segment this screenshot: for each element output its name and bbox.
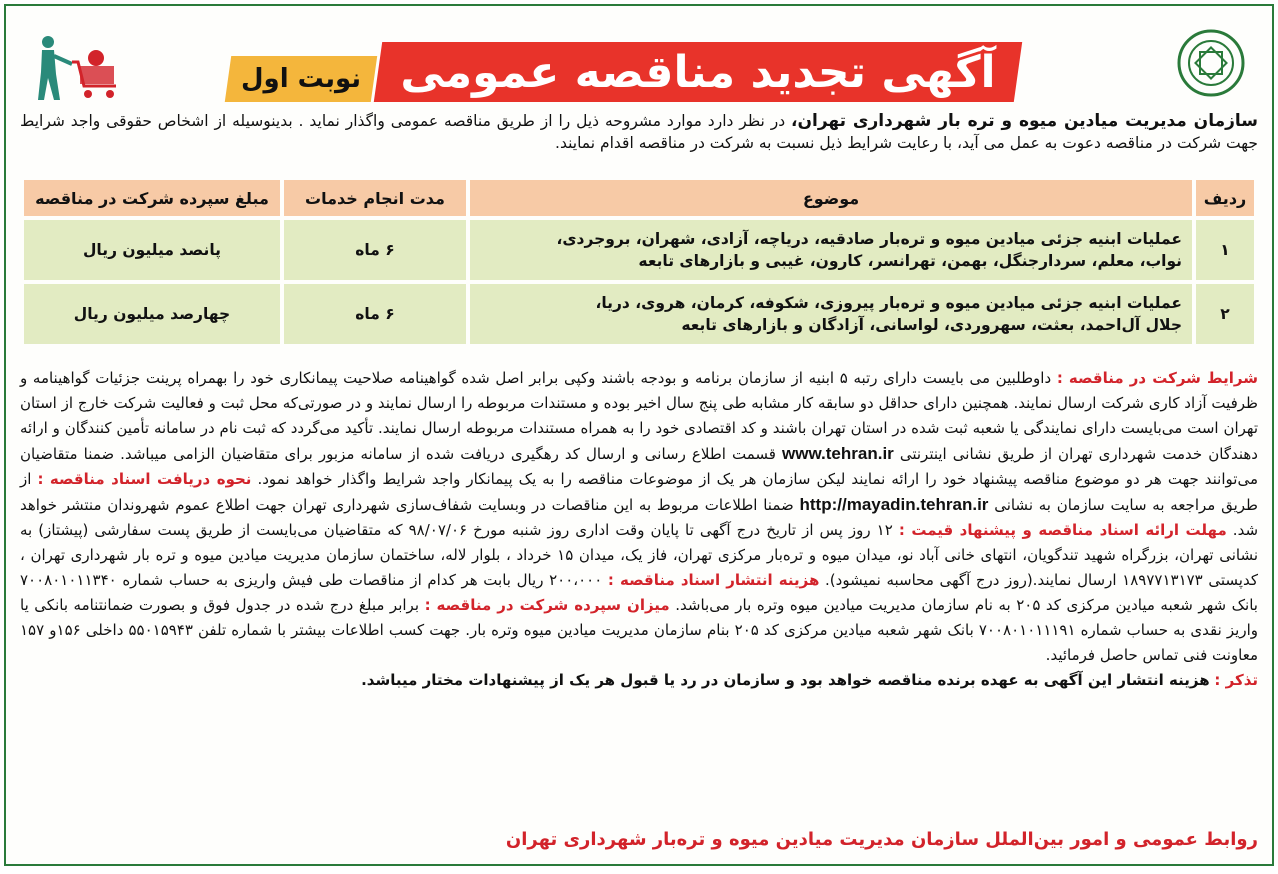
cost-text: ۲۰۰،۰۰۰ ریال بابت هر کدام از مناقصات طی فیش واریزی به حساب شماره ۷۰۰۸۰۱۰۱۱۳۴۰ بانک شهر شعبه میادین مرکزی کد ۲۰۵ به نام سازمان مدیریت میادین میوه وتره بار می‌باشد. [20, 571, 1258, 614]
round-label: نوبت اول [240, 64, 362, 94]
tehran-municipality-logo-icon [1176, 28, 1246, 98]
row-duration: ۶ ماه [284, 220, 466, 280]
deadline-heading: مهلت ارائه اسناد مناقصه و پیشنهاد قیمت : [898, 521, 1227, 539]
row-subject [470, 284, 1192, 344]
note-heading: تذکر : [1214, 671, 1258, 689]
conditions-text-2: قسمت اطلاع رسانی و ارسال کد رهگیری دریافت شده از سامانه مزبور برای متقاضیان الزامی میباشد. ضمنا متقاضیان می‌توانند جهت هر دو موضوع مناقصه پیشنهاد خود را ارائه نمایند لیکن سازمان هر یک از موضوعات مناقصه را به یک پیمانکار واجد شرایط واگذار خواهد نمود. [20, 445, 1258, 488]
tehran-url-link[interactable]: www.tehran.ir [782, 444, 894, 463]
notice-body [20, 366, 1258, 693]
documents-heading: نحوه دریافت اسناد مناقصه : [37, 470, 252, 488]
conditions-heading: شرایط شرکت در مناقصه : [1056, 369, 1258, 387]
table-row [24, 220, 1254, 280]
tender-table [20, 176, 1258, 348]
header-subject: موضوع [470, 180, 1192, 216]
documents-text-2: ضمنا اطلاعات مربوط به این مناقصات در وبسایت شفاف‌سازی شهرداری تهران جهت اطلاع عموم شهروندان منتشر خواهد شد. [20, 496, 1259, 539]
conditions-text: داوطلبین می بایست دارای رتبه ۵ ابنیه از سازمان برنامه و بودجه باشند وکپی برابر اصل شده گواهینامه صلاحیت پیمانکاری خود را بهمراه پرینت جزئیات گواهینامه و ظرفیت آزاد کاری شرکت ارسال نمایند. همچنین دارای حداقل دو سابقه کار مشابه طی پنج سال اخیر بوده و مستندات مربوطه را ارسال نمایند و در صورتی‌که محل ثبت و فعالیت شرکت خارج از استان تهران است می‌بایست دارای نمایندگی یا شعبه ثبت شده در استان تهران باشند و کد اقتصادی خود را به همراه مستندات مربوطه ارسال نمایند. تأکید می‌گردد که ثبت نام در سامانه تأمین کنندگان و ارائه دهندگان خدمت شهرداری تهران از طریق نشانی اینترنتی [20, 369, 1258, 463]
row-deposit: پانصد میلیون ریال [24, 220, 280, 280]
documents-text: از طریق مراجعه به سایت سازمان به نشانی [20, 470, 1258, 514]
header-duration: مدت انجام خدمات [284, 180, 466, 216]
organization-name: سازمان مدیریت میادین میوه و تره بار شهرداری تهران، [791, 111, 1258, 131]
table-header-row [24, 180, 1254, 216]
conditions-section [20, 366, 1258, 668]
row-deposit: چهارصد میلیون ریال [24, 284, 280, 344]
notice-title: آگهی تجدید مناقصه عمومی [400, 46, 996, 98]
cost-heading: هزینه انتشار اسناد مناقصه : [607, 571, 820, 589]
table-row [24, 284, 1254, 344]
tender-notice [4, 4, 1274, 866]
note-section [20, 668, 1258, 693]
deposit-text: برابر مبلغ درج شده در جدول فوق و بصورت ضمانتنامه بانکی یا واریز نقدی به حساب شماره ۷۰۰۸۰۱۰۱۱۱۹۱ بانک شهر شعبه میادین مرکزی کد ۲۰۵ بنام سازمان مدیریت میادین میوه وتره بار. جهت کسب اطلاعات بیشتر با شماره تلفن ۵۵۰۱۵۹۴۳ داخلی ۱۵۶و ۱۵۷ معاونت فنی تماس حاصل فرمائید. [20, 596, 1258, 664]
header-deposit: مبلغ سپرده شرکت در مناقصه [24, 180, 280, 216]
mayadin-url-link[interactable]: http://mayadin.tehran.ir [799, 495, 989, 514]
subject-line: عملیات ابنیه جزئی میادین میوه و تره‌بار پیروزی، شکوفه، کرمان، هروی، دریا، [595, 294, 1182, 312]
shopping-cart-person-icon [26, 34, 126, 104]
footer-signature: روابط عمومی و امور بین‌الملل سازمان مدیریت میادین میوه و تره‌بار شهرداری تهران [505, 829, 1258, 850]
row-number: ۱ [1196, 220, 1254, 280]
intro-text: در نظر دارد موارد مشروحه ذیل را از طریق مناقصه عمومی واگذار نماید . بدینوسیله از اشخاص حقوقی واجد شرایط جهت شرکت در مناقصه دعوت به عمل می آید، با رعایت شرایط ذیل نسبت به شرکت در مناقصه اقدام نمایند. [20, 112, 1258, 152]
note-text: هزینه انتشار این آگهی به عهده برنده مناقصه خواهد بود و سازمان در رد یا قبول هر یک از پیشنهادات مختار میباشد. [361, 671, 1210, 689]
subject-line: عملیات ابنیه جزئی میادین میوه و تره‌بار صادقیه، دریاچه، آزادی، شهران، بروجردی، [556, 230, 1182, 248]
deadline-text: ۱۲ روز پس از تاریخ درج آگهی تا پایان وقت اداری روز شنبه مورخ ۹۸/۰۷/۰۶ که متقاضیان می‌بایست از طریق پست سفارشی (پیشتاز) به نشانی تهران، بزرگراه شهید تندگویان، انتهای خانی آباد نو، میدان میوه و تره‌بار مرکزی تهران، فاز یک، میدان ۱۵ خرداد ، بلوار لاله، ساختمان سازمان مدیریت میادین میوه و تره بار شهرداری تهران ، کدپستی ۱۸۹۷۷۱۳۱۷۳ ارسال نمایند.(روز درج آگهی محاسبه نمیشود). [20, 521, 1258, 589]
notice-header [6, 14, 1272, 106]
intro-paragraph [20, 110, 1258, 154]
subject-line: جلال آل‌احمد، بعثت، سهروردی، لواسانی، آزادگان و بازارهای تابعه [681, 316, 1182, 334]
row-number: ۲ [1196, 284, 1254, 344]
round-badge [225, 56, 377, 102]
row-subject [470, 220, 1192, 280]
subject-line: نواب، معلم، سردارجنگل، بهمن، تهرانسر، کارون، غیبی و بازارهای تابعه [638, 252, 1182, 270]
row-duration: ۶ ماه [284, 284, 466, 344]
deposit-heading: میزان سپرده شرکت در مناقصه : [424, 596, 670, 614]
header-row-number: ردیف [1196, 180, 1254, 216]
